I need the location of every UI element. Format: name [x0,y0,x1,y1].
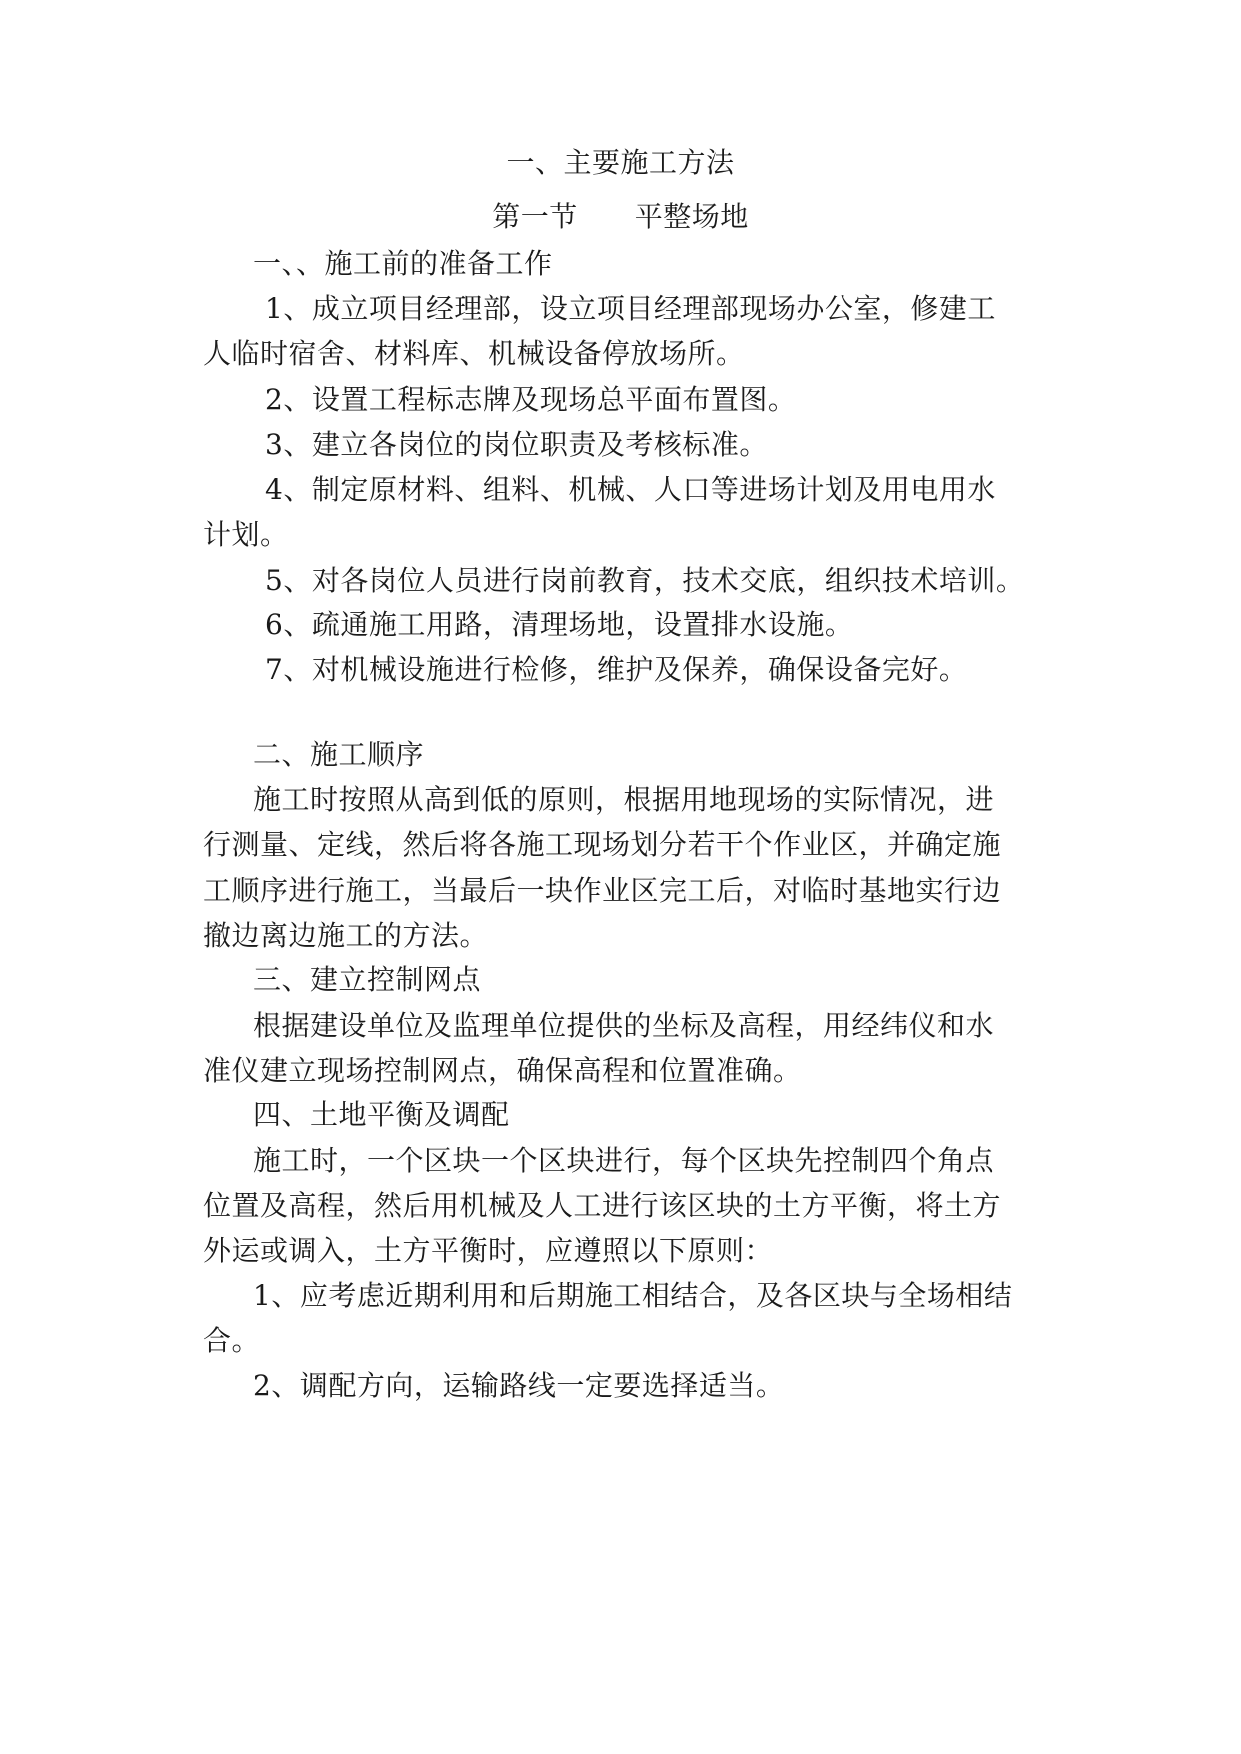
balance-para-line-3: 外运或调入，土方平衡时，应遵照以下原则： [203,1234,774,1267]
balance-heading: 四、土地平衡及调配 [253,1098,510,1131]
balance-rule-1-line-1: 1、应考虑近期利用和后期施工相结合，及各区块与全场相结 [253,1279,1013,1312]
order-para-line-3: 工顺序进行施工，当最后一块作业区完工后，对临时基地实行边 [203,874,1002,907]
control-para-line-1: 根据建设单位及监理单位提供的坐标及高程，用经纬仪和水 [253,1009,995,1042]
balance-rule-2: 2、调配方向，运输路线一定要选择适当。 [253,1369,785,1402]
balance-para-line-2: 位置及高程，然后用机械及人工进行该区块的土方平衡，将土方 [203,1189,1002,1222]
prep-item-4-line-1: 4、制定原材料、组料、机械、人口等进场计划及用电用水 [265,473,996,506]
balance-para-line-1: 施工时，一个区块一个区块进行，每个区块先控制四个角点 [253,1144,995,1177]
order-heading: 二、施工顺序 [253,738,425,771]
prep-item-3: 3、建立各岗位的岗位职责及考核标准。 [265,428,768,461]
prep-item-7: 7、对机械设施进行检修，维护及保养，确保设备完好。 [265,653,968,686]
order-para-line-1: 施工时按照从高到低的原则，根据用地现场的实际情况，进 [253,783,995,816]
order-para-line-2: 行测量、定线，然后将各施工现场划分若干个作业区，并确定施 [203,828,1002,861]
control-heading: 三、建立控制网点 [253,963,482,996]
prep-item-4-line-2: 计划。 [203,518,289,551]
prep-item-5: 5、对各岗位人员进行岗前教育，技术交底，组织技术培训。 [265,564,1025,597]
prep-item-2: 2、设置工程标志牌及现场总平面布置图。 [265,383,797,416]
control-para-line-2: 准仪建立现场控制网点，确保高程和位置准确。 [203,1054,802,1087]
main-title: 一、主要施工方法 [506,146,735,179]
order-para-line-4: 撤边离边施工的方法。 [203,919,489,952]
balance-rule-1-line-2: 合。 [203,1324,261,1357]
prep-item-6: 6、疏通施工用路，清理场地，设置排水设施。 [265,608,854,641]
prep-item-1-line-2: 人临时宿舍、材料库、机械设备停放场所。 [203,337,745,370]
prep-item-1-line-1: 1、成立项目经理部，设立项目经理部现场办公室，修建工 [265,292,996,325]
section-title: 第一节 平整场地 [492,200,749,233]
prep-heading: 一、、施工前的准备工作 [253,247,553,280]
